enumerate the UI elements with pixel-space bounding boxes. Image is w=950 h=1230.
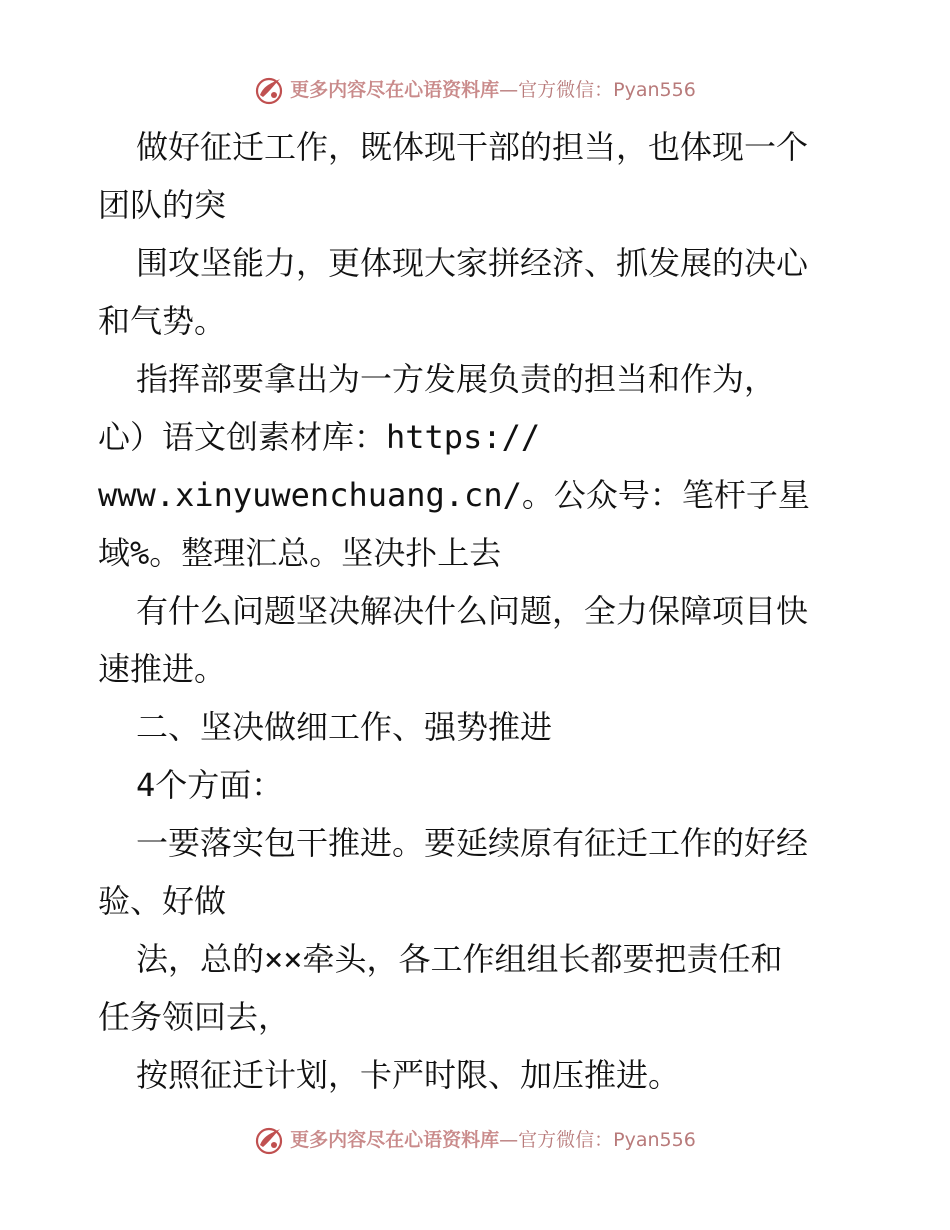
header-watermark [254,75,696,105]
text-line: 法，总的××牵头，各工作组组长都要把责任和 [136,940,783,978]
text-line: 有什么问题坚决解决什么问题，全力保障项目快 [136,592,809,630]
text-line: 做好征迁工作，既体现干部的担当，也体现一个 [136,128,809,166]
header-banner [0,72,950,108]
footer-banner [0,1122,950,1158]
ink-brush-logo-icon [254,75,284,105]
document-body [98,118,858,1104]
text-line: www.xinyuwenchuang.cn/。公众号：笔杆子星 [98,476,810,514]
ink-brush-logo-icon [254,1125,284,1155]
header-watermark-main: 更多内容尽在心语资料库 [290,79,500,101]
text-line: 域%。整理汇总。坚决扑上去 [98,534,502,572]
footer-watermark [254,1125,696,1155]
text-line: 心）语文创素材库：https:// [98,418,541,456]
footer-watermark-sub: —官方微信：Pyan556 [499,1129,696,1151]
text-line: 按照征迁计划，卡严时限、加压推进。 [136,1056,681,1094]
text-line: 速推进。 [98,650,227,688]
footer-watermark-main: 更多内容尽在心语资料库 [290,1129,500,1151]
text-line: 和气势。 [98,302,227,340]
text-line: 验、好做 [98,882,227,920]
text-line: 任务领回去， [98,998,291,1036]
text-line: 一要落实包干推进。要延续原有征迁工作的好经 [136,824,809,862]
text-line: 指挥部要拿出为一方发展负责的担当和作为， [136,360,777,398]
text-line: 团队的突 [98,186,227,224]
header-watermark-sub: —官方微信：Pyan556 [499,79,696,101]
text-line: 4个方面： [136,766,284,804]
text-line: 围攻坚能力，更体现大家拼经济、抓发展的决心 [136,244,809,282]
section-heading: 二、坚决做细工作、强势推进 [136,708,553,746]
